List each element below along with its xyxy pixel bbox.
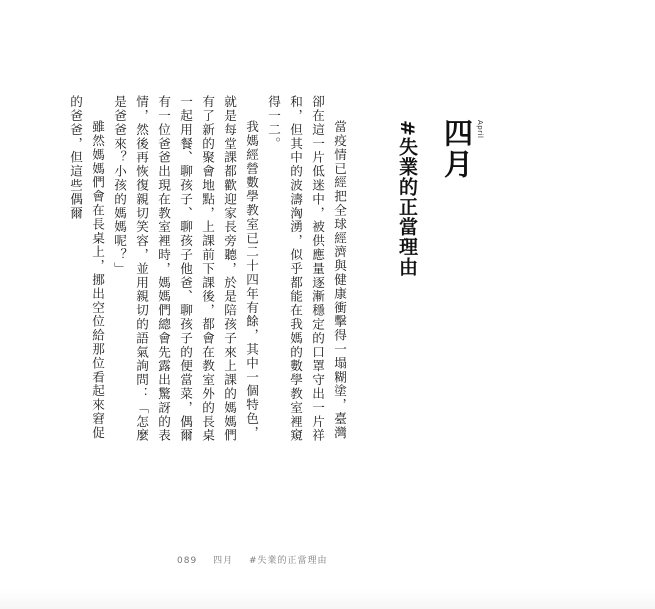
page-bottom-shadow	[0, 589, 655, 609]
footer-month: 四月	[213, 556, 234, 566]
paragraph: 雖然媽媽們會在長桌上，挪出空位給那位看起來窘促的爸爸，但這些偶爾	[68, 95, 105, 440]
month-english-label: April	[476, 120, 484, 139]
page-footer	[177, 553, 340, 566]
paragraph: 我媽經營數學教室已二十四年有餘，其中一個特色，就是每堂課都歡迎家長旁聽，於是陪孩子來上課的媽媽們有了新的聚會地點，上課前下課後，都會在教室外的長桌一起用餐、聊孩子、聊孩子他爸、聊孩子的便當菜，偶爾有一位爸爸出現在教室裡時，媽媽們總會先露出驚訝的表情，然後再恢復親切笑容，並用親切的語氣詢問：「怎麼是爸爸來？小孩的媽媽呢？」	[112, 95, 259, 443]
footer-chapter-title: #失業的正當理由	[248, 556, 328, 566]
month-title: 四月	[440, 118, 474, 180]
paragraph: 當疫情已經把全球經濟與健康衝擊得一塌糊塗，臺灣卻在這一片低迷中，被供應量逐漸穩定的口罩守出一片祥和，但其中的波濤洶湧，似乎都能在我媽的數學教室裡窺得一二。	[266, 95, 347, 443]
page-number: 089	[177, 556, 198, 566]
chapter-title: #失業的正當理由	[396, 120, 418, 277]
body-text	[64, 95, 350, 450]
